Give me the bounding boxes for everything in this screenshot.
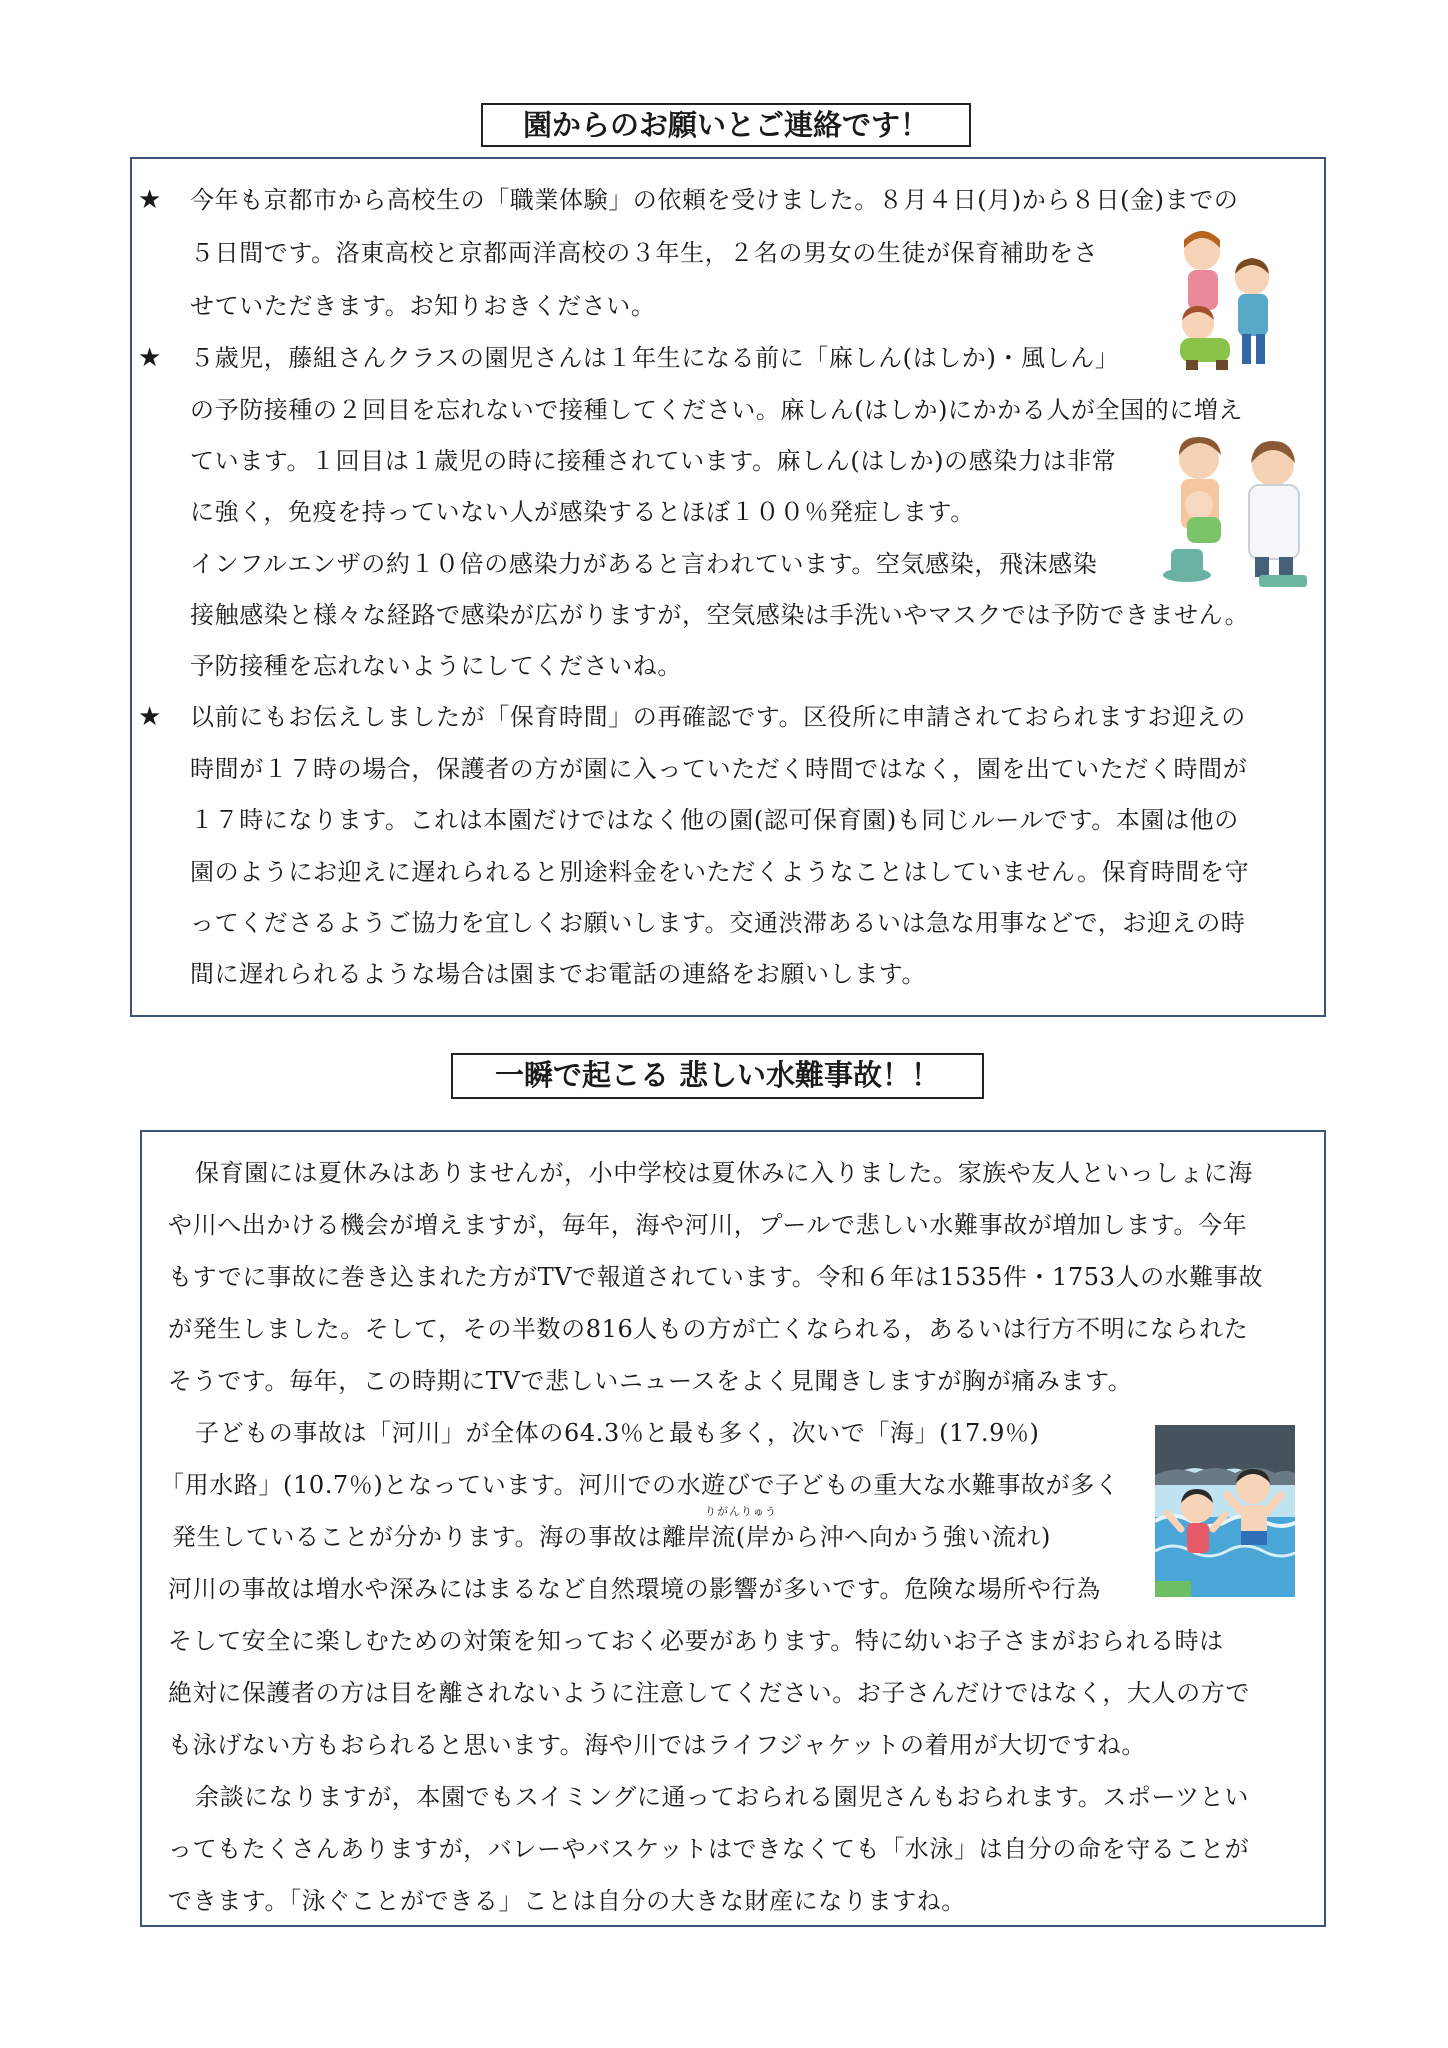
notice-line: 予防接種を忘れないようにしてくださいね。 xyxy=(190,652,682,680)
notice-line: インフルエンザの約１０倍の感染力があると言われています。空気感染，飛沫感染 xyxy=(190,550,1098,578)
article-line: もすでに事故に巻き込まれた方がTVで報道されています。令和６年は1535件・1753人の水難事故 xyxy=(168,1263,1264,1291)
article-line: 発生していることが分かります。海の事故は離岸流(岸から沖へ向かう強い流れ) xyxy=(172,1523,1052,1551)
notice-line: せていただきます。お知りおきください。 xyxy=(190,292,656,320)
article-line: 「用水路」(10.7％)となっています。河川での水遊びで子どもの重大な水難事故が多く xyxy=(160,1471,1120,1499)
children-swimming-icon xyxy=(1155,1425,1295,1597)
doctor-vaccination-icon xyxy=(1163,425,1309,591)
notice-line: ています。１回目は１歳児の時に接種されています。麻しん(はしか)の感染力は非常 xyxy=(190,447,1117,475)
article-line: が発生しました。そして，その半数の816人もの方が亡くなられる，あるいは行方不明になられた xyxy=(168,1315,1249,1343)
article-line: 余談になりますが，本園でもスイミングに通っておられる園児さんもおられます。スポーツとい xyxy=(195,1783,1249,1811)
article-line: そして安全に楽しむための対策を知っておく必要があります。特に幼いお子さまがおられる時は xyxy=(168,1627,1224,1655)
article-line: そうです。毎年，この時期にTVで悲しいニュースをよく見聞きしますが胸が痛みます。 xyxy=(168,1367,1133,1395)
article-line: 保育園には夏休みはありませんが，小中学校は夏休みに入りました。家族や友人といっしょに海 xyxy=(195,1159,1253,1187)
notice-line: 今年も京都市から高校生の「職業体験」の依頼を受けました。８月４日(月)から８日(金)までの xyxy=(190,186,1239,214)
notice-line: １７時になります。これは本園だけではなく他の園(認可保育園)も同じルールです。本園は他の xyxy=(190,806,1239,834)
article-line: できます。「泳ぐことができる」ことは自分の大きな財産になりますね。 xyxy=(168,1887,966,1915)
notice-line: 接触感染と様々な経路で感染が広がりますが，空気感染は手洗いやマスクでは予防できません。 xyxy=(190,601,1250,629)
article-line: 子どもの事故は「河川」が全体の64.3％と最も多く，次いで「海」(17.9％) xyxy=(195,1419,1040,1447)
article-line: 絶対に保護者の方は目を離されないように注意してください。お子さんだけではなく，大人の方で xyxy=(168,1679,1250,1707)
notice-line: 時間が１７時の場合，保護者の方が園に入っていただく時間ではなく，園を出ていただく時間が xyxy=(190,755,1248,783)
article-line: や川へ出かける機会が増えますが，毎年，海や河川，プールで悲しい水難事故が増加します。今年 xyxy=(168,1211,1248,1239)
star-marker: ★ xyxy=(138,343,162,373)
article-line: 河川の事故は増水や深みにはまるなど自然環境の影響が多いです。危険な場所や行為 xyxy=(168,1575,1101,1603)
section2-title: 一瞬で起こる 悲しい水難事故！！ xyxy=(451,1053,984,1099)
notice-line: に強く，免疫を持っていない人が感染するとほぼ１００％発症します。 xyxy=(190,498,975,526)
article-line: ってもたくさんありますが，バレーやバスケットはできなくても「水泳」は自分の命を守ることが xyxy=(168,1835,1250,1863)
article-line: も泳げない方もおられると思います。海や川ではライフジャケットの着用が大切ですね。 xyxy=(168,1731,1146,1759)
section1-title: 園からのお願いとご連絡です！ xyxy=(481,103,971,147)
notice-line: 以前にもお伝えしましたが「保育時間」の再確認です。区役所に申請されておられますお迎えの xyxy=(190,703,1246,731)
ruby-reading: りがんりゅう xyxy=(705,1505,777,1518)
notice-line: 園のようにお迎えに遅れられると別途料金をいただくようなことはしていません。保育時間を守 xyxy=(190,858,1250,886)
notice-line: ５日間です。洛東高校と京都両洋高校の３年生，２名の男女の生徒が保育補助をさ xyxy=(190,239,1099,267)
children-playing-icon xyxy=(1158,226,1284,386)
notice-line: 間に遅れられるような場合は園までお電話の連絡をお願いします。 xyxy=(190,960,927,988)
notice-line: の予防接種の２回目を忘れないで接種してください。麻しん(はしか)にかかる人が全国的に増え xyxy=(190,396,1244,424)
notice-line: ５歳児，藤組さんクラスの園児さんは１年生になる前に「麻しん(はしか)・風しん」 xyxy=(190,344,1120,372)
star-marker: ★ xyxy=(138,702,162,732)
notice-line: ってくださるようご協力を宜しくお願いします。交通渋滞あるいは急な用事などで，お迎えの時 xyxy=(190,909,1246,937)
star-marker: ★ xyxy=(138,185,162,215)
